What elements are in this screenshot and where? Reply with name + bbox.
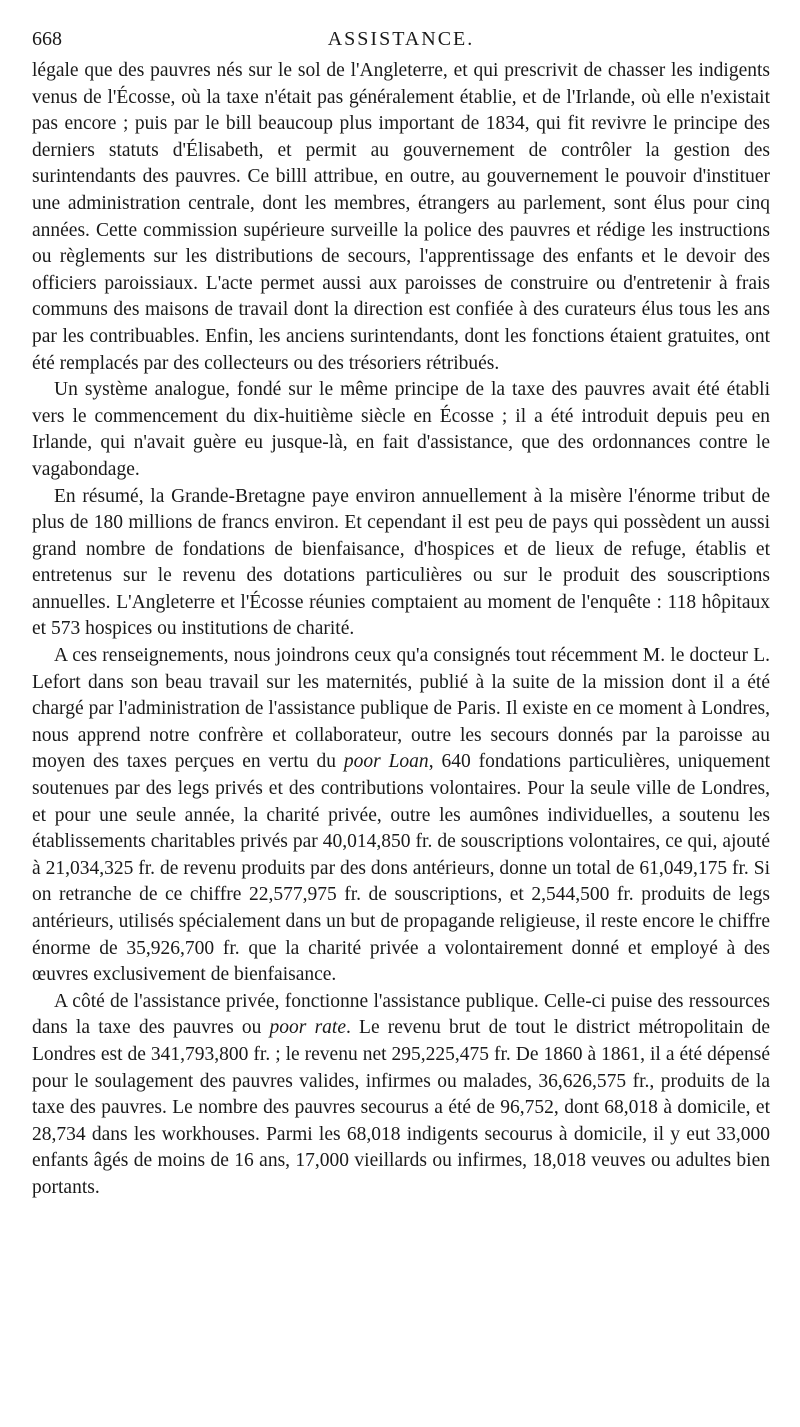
italic-term-poor-loan: poor Loan (343, 751, 429, 773)
paragraph-text: A côté de l'assistance privée, fonctionne l'assistance publique. Celle-ci puise des ressources dans la taxe des pauvres ou (32, 990, 770, 1039)
paragraph-scotland-ireland: Un système analogue, fondé sur le même principe de la taxe des pauvres avait été établi vers le commencement du dix-huitième siècle en Écosse ; il a été introduit depuis peu en Irlande, qui n'avait guère eu jusque-là, en fait d'assistance, que des ordonnances contre le vagabondage. (32, 379, 770, 480)
paragraph-lefort-london-charity (32, 643, 770, 989)
running-head-title: ASSISTANCE. (327, 28, 475, 50)
body-text (32, 58, 770, 1202)
paragraph-poor-law-bills: légale que des pauvres nés sur le sol de l'Angleterre, et qui prescrivit de chasser les indigents venus de l'Écosse, où la taxe n'était pas généralement établie, et de l'Irlande, où elle n'existait pas encore ; puis par le bill beaucoup plus important de 1834, qui fit revivre le principe des derniers statuts d'Élisabeth, et permit au gouvernement de contrôler la gestion des surintendants des pauvres. Ce billl attribue, en outre, au gouvernement le pouvoir d'instituer une administration centrale, dont les membres, étrangers au parlement, sont élus pour cinq années. Cette commission supérieure surveille la police des pauvres et rédige les instructions ou règlements sur les distributions de secours, l'apprentissage des enfants et le devoir des officiers paroissiaux. L'acte permet aussi aux paroisses de construire ou d'entretenir à frais communs des maisons de travail dont la direction est confiée à des curateurs élus tous les ans par les contribuables. Enfin, les anciens surintendants, dont les fonctions étaient gratuites, ont été remplacés par des collecteurs ou des trésoriers rétribués. (32, 60, 770, 374)
italic-term-poor-rate: poor rate (269, 1017, 346, 1039)
paragraph-text: A ces renseignements, nous joindrons ceux qu'a consignés tout récemment M. le docteur L. Lefort dans son beau travail sur les maternités, publié à la suite de la mission dont il a été chargé par l'administration de l'assistance publique de Paris. Il existe en ce moment à Londres, nous apprend notre confrère et collaborateur, outre les secours donnés par la paroisse au moyen des taxes perçues en vertu du (32, 645, 770, 773)
paragraph-public-assistance (32, 989, 770, 1202)
paragraph-text: . Le revenu brut de tout le district métropolitain de Londres est de 341,793,800 fr. ; le revenu net 295,225,475 fr. De 1860 à 1861, il a été dépensé pour le soulagement des pauvres valides, infirmes ou malades, 36,626,575 fr., produits de la taxe des pauvres. Le nombre des pauvres secourus a été de 96,752, dont 68,018 à domicile, et 28,734 dans les workhouses. Parmi les 68,018 indigents secourus à domicile, il y eut 33,000 enfants âgés de moins de 16 ans, 17,000 vieillards ou infirmes, 18,018 veuves ou adultes bien portants. (32, 1017, 770, 1198)
running-head (32, 24, 770, 54)
page-number: 668 (32, 28, 62, 50)
paragraph-text: , 640 fondations particulières, uniquement soutenues par des legs privés et des contributions volontaires. Pour la seule ville de Londres, et pour une seule année, la charité privée, outre les aumônes individuelles, a soutenu les établissements charitables privés par 40,014,850 fr. de souscriptions volontaires, ce qui, ajouté à 21,034,325 fr. de revenu produits par des dons antérieurs, donne un total de 61,049,175 fr. Si on retranche de ce chiffre 22,577,975 fr. de souscriptions, et 2,544,500 fr. produits de legs antérieurs, utilisés spécialement dans un but de propagande religieuse, il reste encore le chiffre énorme de 35,926,700 fr. que la charité privée a volontairement donné et employé à des œuvres exclusivement de bienfaisance. (32, 751, 770, 986)
paragraph-summary-great-britain: En résumé, la Grande-Bretagne paye environ annuellement à la misère l'énorme tribut de plus de 180 millions de francs environ. Et cependant il est peu de pays qui possèdent un aussi grand nombre de fondations de bienfaisance, d'hospices et de lieux de refuge, établis et entretenus sur le revenu des dotations particulières ou sur le produit des souscriptions annuelles. L'Angleterre et l'Écosse réunies comptaient au moment de l'enquête : 118 hôpitaux et 573 hospices ou institutions de charité. (32, 485, 770, 640)
